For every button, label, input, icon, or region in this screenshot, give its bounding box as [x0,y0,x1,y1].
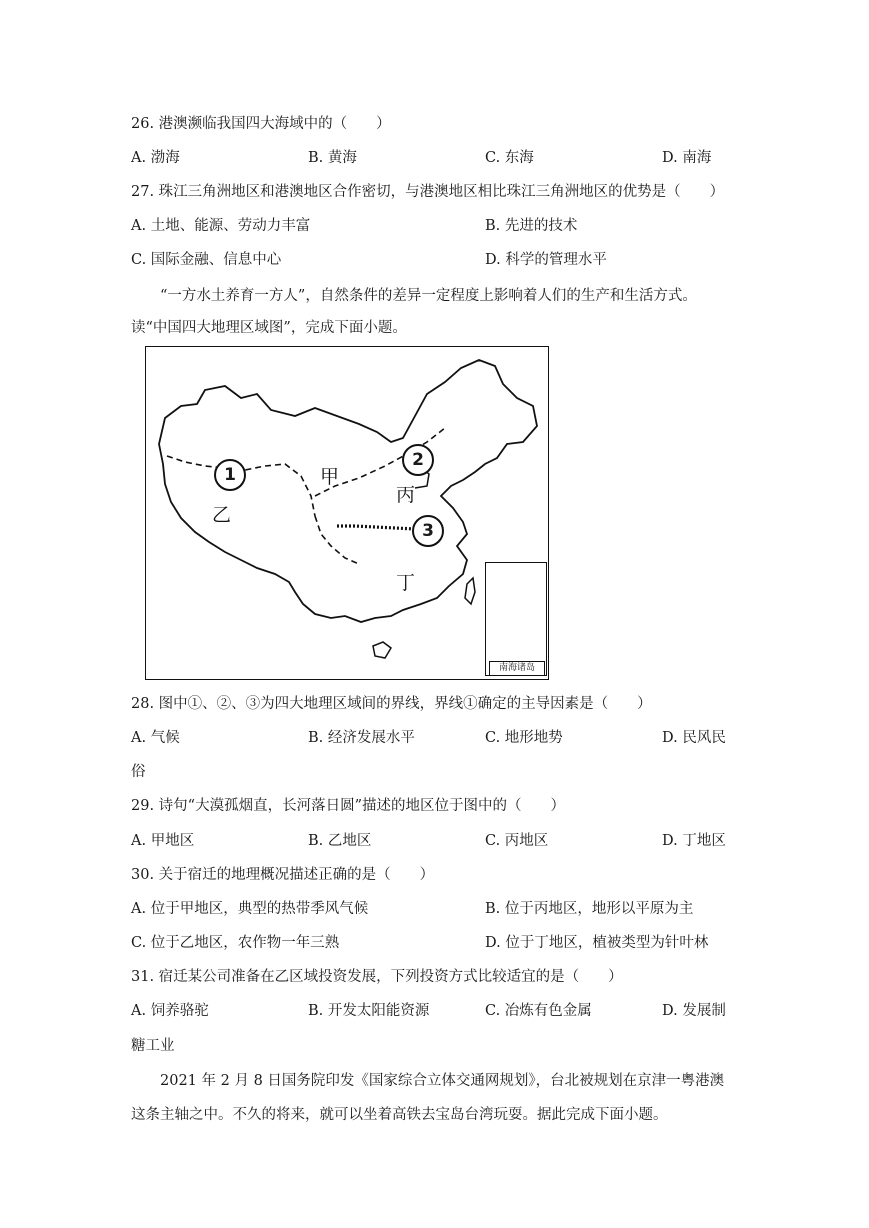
q27-option-c: C. 国际金融、信息中心 [131,252,282,268]
q31-option-a: A. 饲养骆驼 [131,1003,209,1019]
q28-option-d: D. 民风民 [662,730,726,746]
boundary-2-marker: 2 [402,444,434,476]
q30-stem: 30. 关于宿迁的地理概况描述正确的是（ ） [131,867,435,883]
q26-option-c: C. 东海 [485,150,534,166]
q27-option-b: B. 先进的技术 [485,218,578,234]
q29-option-d: D. 丁地区 [662,833,726,849]
q28-option-a: A. 气候 [131,730,180,746]
q28-option-d-wrap: 俗 [131,764,146,780]
south-china-sea-inset [485,562,547,676]
region-bing-label: 丙 [396,484,416,506]
q26-stem: 26. 港澳濒临我国四大海域中的（ ） [131,116,391,132]
q31-option-b: B. 开发太阳能资源 [308,1003,430,1019]
boundary-1-marker: 1 [214,459,246,491]
intro2-line2: 这条主轴之中。不久的将来，就可以坐着高铁去宝岛台湾玩耍。据此完成下面小题。 [131,1107,668,1123]
q29-option-c: C. 丙地区 [485,833,549,849]
q31-stem: 31. 宿迁某公司准备在乙区域投资发展，下列投资方式比较适宜的是（ ） [131,969,623,985]
q31-option-d-wrap: 糖工业 [131,1038,175,1054]
region-ding-label: 丁 [396,572,416,594]
region-yi-label: 乙 [212,504,232,526]
boundary-3-marker: 3 [412,515,444,547]
q27-stem: 27. 珠江三角洲地区和港澳地区合作密切，与港澳地区相比珠江三角洲地区的优势是（ ） [131,184,725,200]
q30-option-d: D. 位于丁地区，植被类型为针叶林 [485,935,709,951]
intro1-line2: 读“中国四大地理区域图”，完成下面小题。 [131,320,407,336]
intro2-line1: 2021 年 2 月 8 日国务院印发《国家综合立体交通网规划》，台北被规划在京津一粤港澳 [160,1073,725,1089]
q26-option-d: D. 南海 [662,150,712,166]
q26-option-a: A. 渤海 [131,150,180,166]
q27-option-a: A. 土地、能源、劳动力丰富 [131,218,311,234]
q30-option-c: C. 位于乙地区，农作物一年三熟 [131,935,340,951]
q26-option-b: B. 黄海 [308,150,357,166]
q30-option-b: B. 位于丙地区，地形以平原为主 [485,901,694,917]
q30-option-a: A. 位于甲地区，典型的热带季风气候 [131,901,369,917]
q28-option-b: B. 经济发展水平 [308,730,415,746]
q28-option-c: C. 地形地势 [485,730,563,746]
q31-option-c: C. 冶炼有色金属 [485,1003,592,1019]
q28-stem: 28. 图中①、②、③为四大地理区域间的界线，界线①确定的主导因素是（ ） [131,696,652,712]
q29-stem: 29. 诗句“大漠孤烟直，长河落日圆”描述的地区位于图中的（ ） [131,798,565,814]
q27-option-d: D. 科学的管理水平 [485,252,607,268]
intro1-line1: “一方水土养育一方人”，自然条件的差异一定程度上影响着人们的生产和生活方式。 [160,288,697,304]
q29-option-a: A. 甲地区 [131,833,195,849]
region-jia-label: 甲 [320,466,340,488]
q29-option-b: B. 乙地区 [308,833,372,849]
q31-option-d: D. 发展制 [662,1003,726,1019]
inset-label: 南海诸岛 [489,661,545,676]
